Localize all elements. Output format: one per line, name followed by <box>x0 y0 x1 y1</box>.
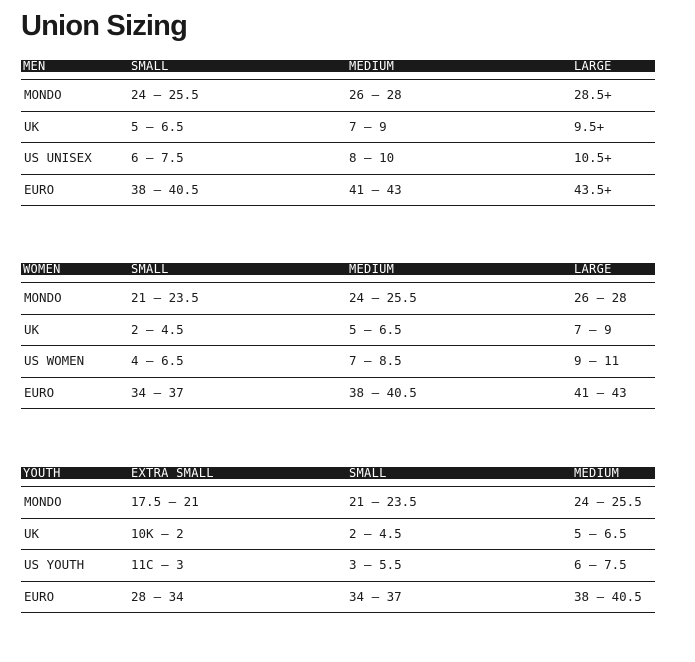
table-cell: 7 – 9 <box>349 118 387 134</box>
table-cell: 3 – 5.5 <box>349 557 402 572</box>
table-cell: 10K – 2 <box>131 525 184 541</box>
table-cell: 5 – 6.5 <box>131 118 184 134</box>
table-cell: 17.5 – 21 <box>131 494 199 509</box>
table-cell: 38 – 40.5 <box>349 384 417 400</box>
table-row <box>21 175 655 207</box>
table-header-row <box>21 263 655 275</box>
table-cell: 41 – 43 <box>349 181 402 197</box>
table-cell: 38 – 40.5 <box>574 588 642 604</box>
table-cell: 9 – 11 <box>574 353 620 368</box>
table-row <box>21 519 655 551</box>
table-header-row <box>21 467 655 479</box>
table-cell: 4 – 6.5 <box>131 353 184 368</box>
header-cell: MEDIUM <box>574 466 620 480</box>
table-cell: 6 – 7.5 <box>574 557 627 572</box>
women-size-table <box>21 263 655 409</box>
table-cell: 34 – 37 <box>131 384 184 400</box>
row-label: US UNISEX <box>24 150 92 165</box>
table-row <box>21 143 655 175</box>
table-cell: 34 – 37 <box>349 588 402 604</box>
header-divider <box>21 72 655 80</box>
row-label: UK <box>24 118 40 134</box>
table-cell: 43.5+ <box>574 181 612 197</box>
row-label: MONDO <box>24 87 62 102</box>
table-cell: 26 – 28 <box>574 290 627 305</box>
row-label: UK <box>24 525 40 541</box>
table-cell: 24 – 25.5 <box>349 290 417 305</box>
youth-size-table <box>21 467 655 613</box>
table-cell: 26 – 28 <box>349 87 402 102</box>
table-cell: 38 – 40.5 <box>131 181 199 197</box>
header-cell: SMALL <box>349 466 387 480</box>
page-title: Union Sizing <box>21 10 187 42</box>
row-label: UK <box>24 321 40 337</box>
table-row <box>21 346 655 378</box>
table-row <box>21 315 655 347</box>
header-cell: MEN <box>23 59 46 73</box>
table-cell: 9.5+ <box>574 118 605 134</box>
header-cell: MEDIUM <box>349 262 395 276</box>
table-cell: 28.5+ <box>574 87 612 102</box>
row-label: EURO <box>24 588 55 604</box>
table-cell: 6 – 7.5 <box>131 150 184 165</box>
table-cell: 41 – 43 <box>574 384 627 400</box>
table-cell: 2 – 4.5 <box>349 525 402 541</box>
header-cell: SMALL <box>131 262 169 276</box>
header-cell: YOUTH <box>23 466 61 480</box>
table-cell: 24 – 25.5 <box>574 494 642 509</box>
table-cell: 21 – 23.5 <box>131 290 199 305</box>
table-cell: 24 – 25.5 <box>131 87 199 102</box>
header-cell: WOMEN <box>23 262 61 276</box>
table-cell: 28 – 34 <box>131 588 184 604</box>
row-label: US WOMEN <box>24 353 85 368</box>
table-row <box>21 112 655 144</box>
table-row <box>21 283 655 315</box>
header-cell: EXTRA SMALL <box>131 466 214 480</box>
header-cell: LARGE <box>574 262 612 276</box>
row-label: MONDO <box>24 494 62 509</box>
row-label: EURO <box>24 384 55 400</box>
header-cell: LARGE <box>574 59 612 73</box>
table-row <box>21 550 655 582</box>
table-cell: 5 – 6.5 <box>574 525 627 541</box>
table-cell: 7 – 9 <box>574 321 612 337</box>
header-cell: SMALL <box>131 59 169 73</box>
row-label: EURO <box>24 181 55 197</box>
table-cell: 5 – 6.5 <box>349 321 402 337</box>
table-cell: 8 – 10 <box>349 150 395 165</box>
header-divider <box>21 275 655 283</box>
header-cell: MEDIUM <box>349 59 395 73</box>
men-size-table <box>21 60 655 206</box>
table-cell: 11C – 3 <box>131 557 184 572</box>
row-label: US YOUTH <box>24 557 85 572</box>
table-row <box>21 378 655 410</box>
table-cell: 21 – 23.5 <box>349 494 417 509</box>
table-cell: 2 – 4.5 <box>131 321 184 337</box>
table-cell: 7 – 8.5 <box>349 353 402 368</box>
header-divider <box>21 479 655 487</box>
row-label: MONDO <box>24 290 62 305</box>
table-row <box>21 487 655 519</box>
table-row <box>21 582 655 614</box>
table-cell: 10.5+ <box>574 150 612 165</box>
table-row <box>21 80 655 112</box>
table-header-row <box>21 60 655 72</box>
